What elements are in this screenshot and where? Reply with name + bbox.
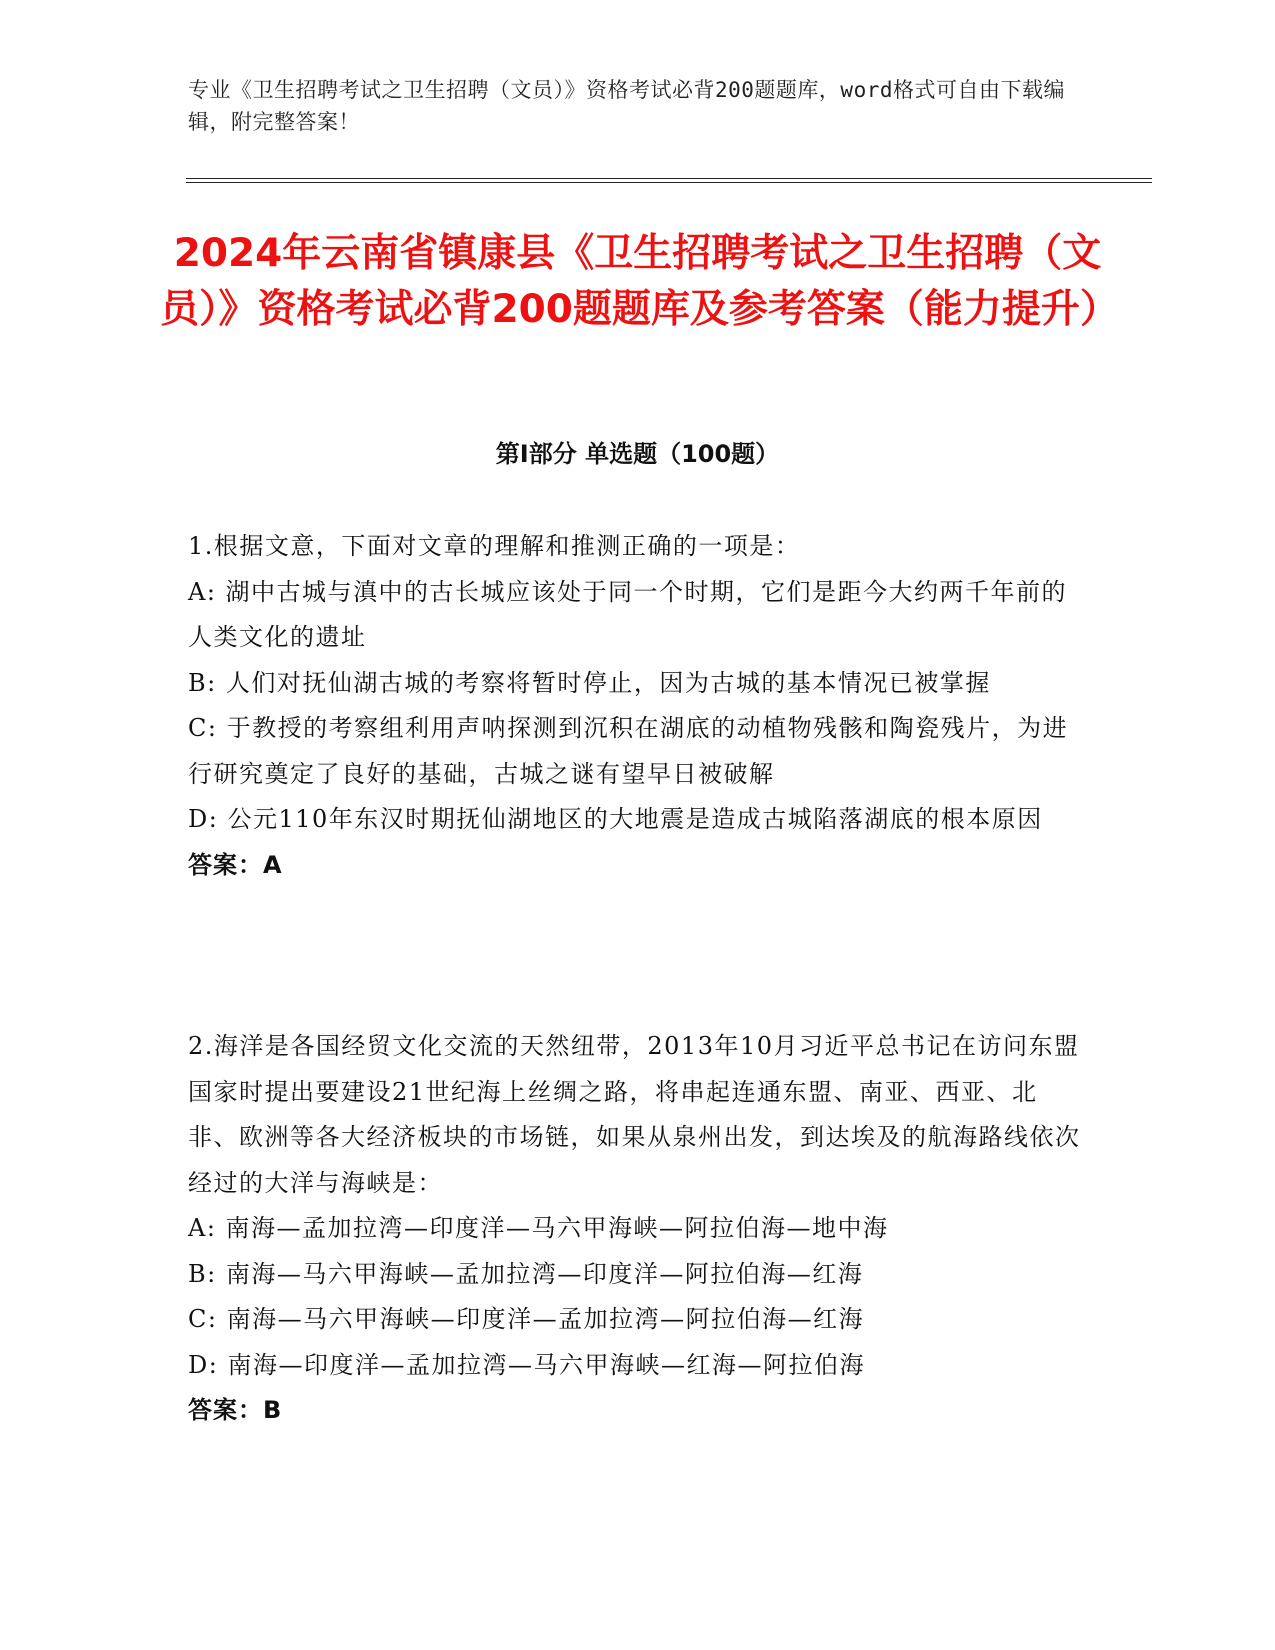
option-c: C: 于教授的考察组利用声呐探测到沉积在湖底的动植物残骸和陶瓷残片，为进行研究奠定了良好的基础，古城之谜有望早日被破解 <box>188 714 1069 788</box>
answer-label: 答案：A <box>188 850 283 879</box>
question-stem: 1.根据文意，下面对文章的理解和推测正确的一项是： <box>188 532 801 560</box>
option-a: A: 湖中古城与滇中的古长城应该处于同一个时期，它们是距今大约两千年前的人类文化的遗址 <box>188 577 1068 651</box>
option-b: B: 人们对抚仙湖古城的考察将暂时停止，因为古城的基本情况已被掌握 <box>188 668 991 697</box>
question-2 <box>188 1024 1088 1434</box>
question-stem: 2.海洋是各国经贸文化交流的天然纽带，2013年10月习近平总书记在访问东盟国家时提出要建设21世纪海上丝绸之路，将串起连通东盟、南亚、西亚、北非、欧洲等各大经济板块的市场链，如果从泉州出发，到达埃及的航海路线依次经过的大洋与海峡是： <box>188 1032 1081 1197</box>
question-1 <box>188 524 1088 888</box>
option-d: D: 南海—印度洋—孟加拉湾—马六甲海峡—红海—阿拉伯海 <box>188 1350 865 1379</box>
header-note: 专业《卫生招聘考试之卫生招聘（文员）》资格考试必背200题题库，word格式可自由下载编辑，附完整答案！ <box>188 78 1065 134</box>
option-b: B: 南海—马六甲海峡—孟加拉湾—印度洋—阿拉伯海—红海 <box>188 1259 864 1288</box>
answer-label: 答案：B <box>188 1396 283 1424</box>
header-divider <box>186 178 1152 179</box>
document-title: 2024年云南省镇康县《卫生招聘考试之卫生招聘（文员）》资格考试必背200题题库及参考答案（能力提升） <box>160 231 1119 332</box>
option-a: A: 南海—孟加拉湾—印度洋—马六甲海峡—阿拉伯海—地中海 <box>188 1214 889 1242</box>
header-divider-secondary <box>186 182 1152 183</box>
section-title: 第Ⅰ部分 单选题（100题） <box>495 440 780 468</box>
option-d: D: 公元110年东汉时期抚仙湖地区的大地震是造成古城陷落湖底的根本原因 <box>188 805 1043 833</box>
option-c: C: 南海—马六甲海峡—印度洋—孟加拉湾—阿拉伯海—红海 <box>188 1305 865 1333</box>
